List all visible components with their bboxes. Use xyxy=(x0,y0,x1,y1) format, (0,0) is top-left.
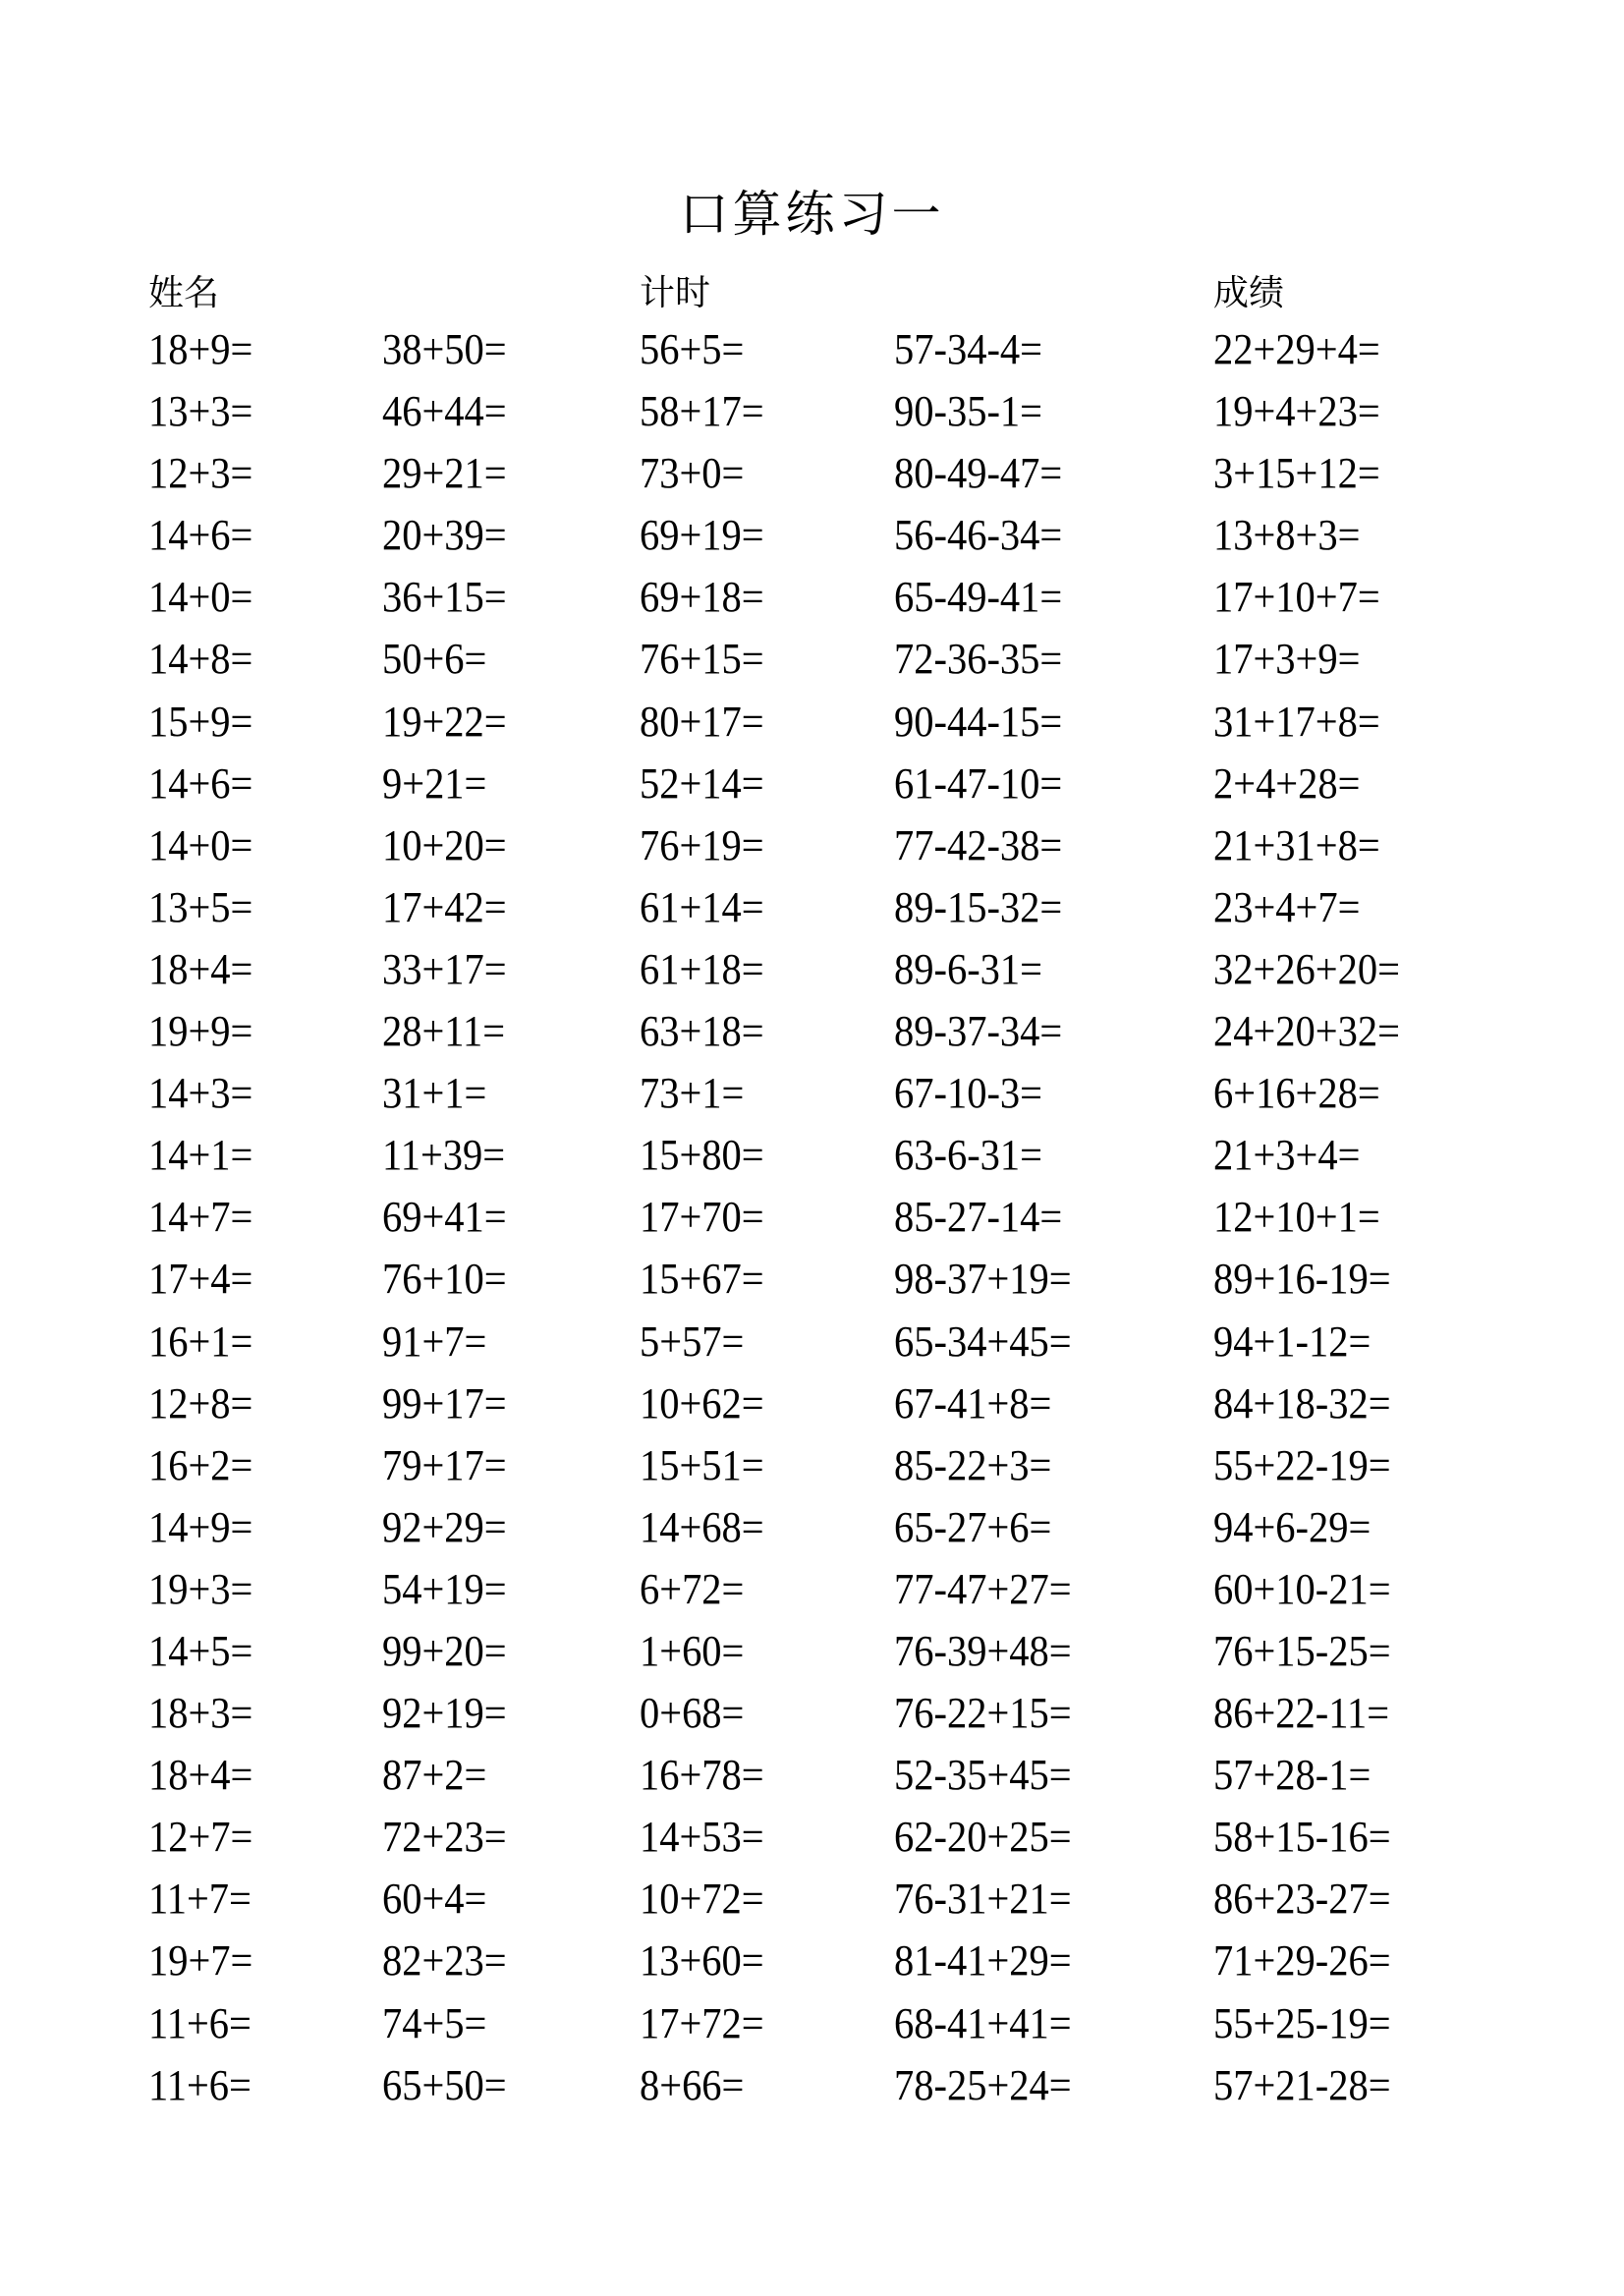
arithmetic-problem: 63+18= xyxy=(640,1007,764,1056)
arithmetic-problem: 98-37+19= xyxy=(894,1255,1072,1304)
arithmetic-problem: 69+19= xyxy=(640,511,764,560)
arithmetic-problem: 55+25-19= xyxy=(1213,1998,1391,2047)
arithmetic-problem: 31+1= xyxy=(382,1069,487,1118)
arithmetic-problem: 56-46-34= xyxy=(894,511,1063,560)
arithmetic-problem: 77-42-38= xyxy=(894,820,1063,869)
arithmetic-problem: 6+16+28= xyxy=(1213,1069,1380,1118)
arithmetic-problem: 86+22-11= xyxy=(1213,1689,1390,1738)
arithmetic-problem: 15+51= xyxy=(640,1440,764,1489)
arithmetic-problem: 16+1= xyxy=(148,1316,253,1366)
arithmetic-problem: 9+21= xyxy=(382,758,487,808)
arithmetic-problem: 65+50= xyxy=(382,2060,507,2109)
arithmetic-problem: 99+20= xyxy=(382,1626,507,1675)
arithmetic-problem: 76-39+48= xyxy=(894,1626,1072,1675)
arithmetic-problem: 85-22+3= xyxy=(894,1440,1052,1489)
arithmetic-problem: 57+21-28= xyxy=(1213,2060,1391,2109)
arithmetic-problem: 65-27+6= xyxy=(894,1502,1052,1551)
worksheet-title: 口算练习一 xyxy=(679,187,945,242)
arithmetic-problem: 60+4= xyxy=(382,1875,487,1924)
arithmetic-problem: 65-34+45= xyxy=(894,1316,1072,1366)
arithmetic-problem: 89-15-32= xyxy=(894,882,1063,931)
arithmetic-problem: 76-31+21= xyxy=(894,1875,1072,1924)
arithmetic-problem: 72-36-35= xyxy=(894,635,1063,684)
arithmetic-problem: 58+17= xyxy=(640,387,764,436)
arithmetic-problem: 46+44= xyxy=(382,387,507,436)
arithmetic-problem: 14+1= xyxy=(148,1131,253,1180)
arithmetic-problem: 20+39= xyxy=(382,511,507,560)
arithmetic-problem: 85-27-14= xyxy=(894,1193,1063,1242)
arithmetic-problem: 21+3+4= xyxy=(1213,1131,1361,1180)
arithmetic-problem: 29+21= xyxy=(382,449,507,498)
arithmetic-problem: 17+4= xyxy=(148,1255,253,1304)
arithmetic-problem: 10+20= xyxy=(382,820,507,869)
arithmetic-problem: 57-34-4= xyxy=(894,325,1042,373)
arithmetic-problem: 62-20+25= xyxy=(894,1813,1072,1862)
arithmetic-problem: 99+17= xyxy=(382,1378,507,1428)
arithmetic-problem: 76+15= xyxy=(640,635,764,684)
arithmetic-problem: 28+11= xyxy=(382,1007,506,1056)
arithmetic-problem: 10+72= xyxy=(640,1875,764,1924)
arithmetic-problem: 18+9= xyxy=(148,325,253,373)
arithmetic-problem: 14+0= xyxy=(148,820,253,869)
score-label: 成绩 xyxy=(1213,273,1285,312)
arithmetic-problem: 67-41+8= xyxy=(894,1378,1052,1428)
arithmetic-problem: 69+41= xyxy=(382,1193,507,1242)
arithmetic-problem: 14+8= xyxy=(148,635,253,684)
arithmetic-problem: 61+14= xyxy=(640,882,764,931)
arithmetic-problem: 74+5= xyxy=(382,1998,487,2047)
arithmetic-problem: 2+4+28= xyxy=(1213,758,1361,808)
arithmetic-problem: 14+53= xyxy=(640,1813,764,1862)
arithmetic-problem: 14+68= xyxy=(640,1502,764,1551)
arithmetic-problem: 89-37-34= xyxy=(894,1007,1063,1056)
arithmetic-problem: 94+6-29= xyxy=(1213,1502,1372,1551)
arithmetic-problem: 10+62= xyxy=(640,1378,764,1428)
arithmetic-problem: 56+5= xyxy=(640,325,745,373)
arithmetic-problem: 19+7= xyxy=(148,1936,253,1986)
arithmetic-problem: 22+29+4= xyxy=(1213,325,1380,373)
arithmetic-problem: 52+14= xyxy=(640,758,764,808)
arithmetic-problem: 89+16-19= xyxy=(1213,1255,1391,1304)
arithmetic-problem: 69+18= xyxy=(640,573,764,622)
arithmetic-problem: 31+17+8= xyxy=(1213,697,1380,746)
arithmetic-problem: 6+72= xyxy=(640,1564,745,1613)
time-label: 计时 xyxy=(640,273,711,312)
arithmetic-problem: 17+70= xyxy=(640,1193,764,1242)
arithmetic-problem: 76+10= xyxy=(382,1255,507,1304)
arithmetic-problem: 32+26+20= xyxy=(1213,944,1400,993)
arithmetic-problem: 12+8= xyxy=(148,1378,253,1428)
arithmetic-problem: 86+23-27= xyxy=(1213,1875,1391,1924)
arithmetic-problem: 71+29-26= xyxy=(1213,1936,1391,1986)
arithmetic-problem: 17+3+9= xyxy=(1213,635,1361,684)
arithmetic-problem: 13+5= xyxy=(148,882,253,931)
arithmetic-problem: 12+7= xyxy=(148,1813,253,1862)
arithmetic-problem: 78-25+24= xyxy=(894,2060,1072,2109)
arithmetic-problem: 21+31+8= xyxy=(1213,820,1380,869)
arithmetic-problem: 12+10+1= xyxy=(1213,1193,1380,1242)
arithmetic-problem: 14+6= xyxy=(148,758,253,808)
arithmetic-problem: 63-6-31= xyxy=(894,1131,1042,1180)
arithmetic-problem: 17+72= xyxy=(640,1998,764,2047)
arithmetic-problem: 5+57= xyxy=(640,1316,745,1366)
arithmetic-problem: 54+19= xyxy=(382,1564,507,1613)
arithmetic-problem: 23+4+7= xyxy=(1213,882,1361,931)
arithmetic-problem: 15+80= xyxy=(640,1131,764,1180)
arithmetic-problem: 17+42= xyxy=(382,882,507,931)
arithmetic-problem: 14+9= xyxy=(148,1502,253,1551)
arithmetic-problem: 19+3= xyxy=(148,1564,253,1613)
arithmetic-problem: 11+6= xyxy=(148,1998,252,2047)
arithmetic-problem: 16+78= xyxy=(640,1751,764,1800)
arithmetic-problem: 55+22-19= xyxy=(1213,1440,1391,1489)
arithmetic-problem: 14+6= xyxy=(148,511,253,560)
arithmetic-problem: 84+18-32= xyxy=(1213,1378,1391,1428)
arithmetic-problem: 14+7= xyxy=(148,1193,253,1242)
arithmetic-problem: 89-6-31= xyxy=(894,944,1042,993)
arithmetic-problem: 33+17= xyxy=(382,944,507,993)
arithmetic-problem: 72+23= xyxy=(382,1813,507,1862)
arithmetic-problem: 14+5= xyxy=(148,1626,253,1675)
arithmetic-problem: 19+9= xyxy=(148,1007,253,1056)
arithmetic-problem: 36+15= xyxy=(382,573,507,622)
arithmetic-problem: 80-49-47= xyxy=(894,449,1063,498)
arithmetic-problem: 61-47-10= xyxy=(894,758,1063,808)
arithmetic-problem: 67-10-3= xyxy=(894,1069,1042,1118)
arithmetic-problem: 68-41+41= xyxy=(894,1998,1072,2047)
arithmetic-problem: 13+8+3= xyxy=(1213,511,1361,560)
arithmetic-problem: 58+15-16= xyxy=(1213,1813,1391,1862)
arithmetic-problem: 94+1-12= xyxy=(1213,1316,1372,1366)
arithmetic-problem: 73+0= xyxy=(640,449,745,498)
arithmetic-problem: 73+1= xyxy=(640,1069,745,1118)
arithmetic-problem: 87+2= xyxy=(382,1751,487,1800)
arithmetic-problem: 90-44-15= xyxy=(894,697,1063,746)
arithmetic-problem: 18+3= xyxy=(148,1689,253,1738)
arithmetic-problem: 18+4= xyxy=(148,1751,253,1800)
arithmetic-problem: 76+19= xyxy=(640,820,764,869)
arithmetic-problem: 1+60= xyxy=(640,1626,745,1675)
arithmetic-problem: 77-47+27= xyxy=(894,1564,1072,1613)
arithmetic-problem: 12+3= xyxy=(148,449,253,498)
arithmetic-problem: 17+10+7= xyxy=(1213,573,1380,622)
arithmetic-problem: 80+17= xyxy=(640,697,764,746)
arithmetic-problem: 11+39= xyxy=(382,1131,506,1180)
arithmetic-problem: 16+2= xyxy=(148,1440,253,1489)
arithmetic-problem: 60+10-21= xyxy=(1213,1564,1391,1613)
arithmetic-problem: 8+66= xyxy=(640,2060,745,2109)
arithmetic-problem: 52-35+45= xyxy=(894,1751,1072,1800)
arithmetic-problem: 82+23= xyxy=(382,1936,507,1986)
arithmetic-problem: 90-35-1= xyxy=(894,387,1042,436)
arithmetic-problem: 13+3= xyxy=(148,387,253,436)
arithmetic-problem: 50+6= xyxy=(382,635,487,684)
arithmetic-problem: 65-49-41= xyxy=(894,573,1063,622)
arithmetic-problem: 13+60= xyxy=(640,1936,764,1986)
arithmetic-problem: 3+15+12= xyxy=(1213,449,1380,498)
arithmetic-problem: 91+7= xyxy=(382,1316,487,1366)
arithmetic-problem: 19+22= xyxy=(382,697,507,746)
arithmetic-problem: 76-22+15= xyxy=(894,1689,1072,1738)
arithmetic-problem: 79+17= xyxy=(382,1440,507,1489)
arithmetic-problem: 92+29= xyxy=(382,1502,507,1551)
arithmetic-problem: 61+18= xyxy=(640,944,764,993)
arithmetic-problem: 19+4+23= xyxy=(1213,387,1380,436)
arithmetic-problem: 38+50= xyxy=(382,325,507,373)
arithmetic-problem: 24+20+32= xyxy=(1213,1007,1400,1056)
arithmetic-problem: 15+67= xyxy=(640,1255,764,1304)
arithmetic-problem: 92+19= xyxy=(382,1689,507,1738)
arithmetic-problem: 14+0= xyxy=(148,573,253,622)
arithmetic-problem: 76+15-25= xyxy=(1213,1626,1391,1675)
arithmetic-problem: 0+68= xyxy=(640,1689,745,1738)
arithmetic-problem: 14+3= xyxy=(148,1069,253,1118)
arithmetic-problem: 57+28-1= xyxy=(1213,1751,1372,1800)
name-label: 姓名 xyxy=(148,273,220,312)
arithmetic-problem: 18+4= xyxy=(148,944,253,993)
arithmetic-problem: 11+7= xyxy=(148,1875,252,1924)
arithmetic-problem: 81-41+29= xyxy=(894,1936,1072,1986)
arithmetic-problem: 15+9= xyxy=(148,697,253,746)
arithmetic-problem: 11+6= xyxy=(148,2060,252,2109)
